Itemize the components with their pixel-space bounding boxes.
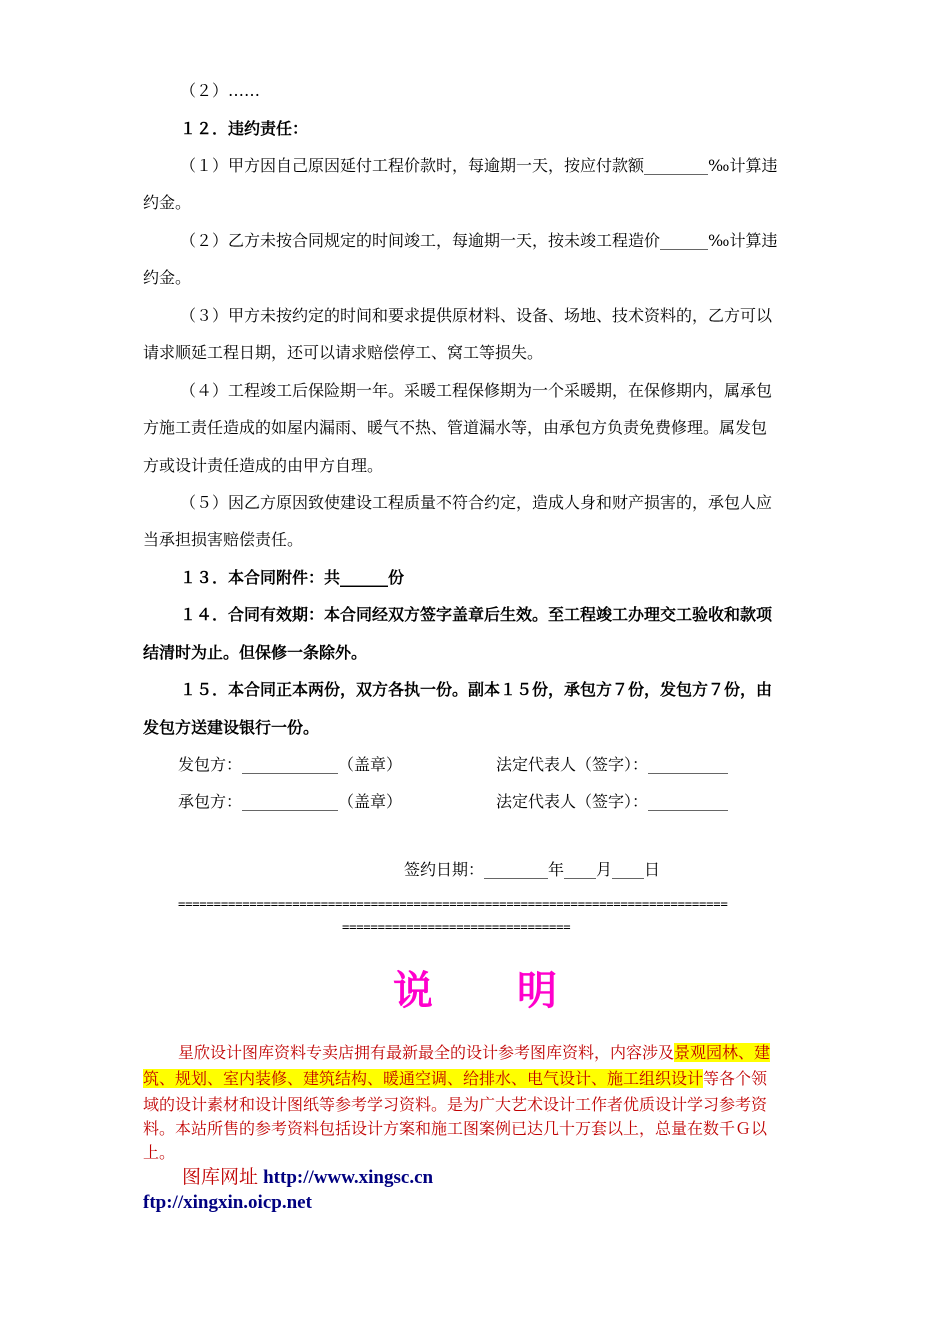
notice-line-5: 上。: [143, 1143, 176, 1162]
clause-12-5-line1: （５）因乙方原因致使建设工程质量不符合约定，造成人身和财产损害的，承包人应: [180, 493, 773, 512]
notice-line-1: [178, 1042, 770, 1064]
clause-12-1-line2: 约金。: [143, 193, 192, 212]
site-url-link[interactable]: http://www.xingsc.cn: [263, 1167, 434, 1188]
separator-line-1: =============================================================================: [178, 897, 728, 911]
site-address-label: 图库网址: [182, 1166, 259, 1188]
clause-15-line1: １５．本合同正本两份，双方各执一份。副本１５份，承包方７份，发包方７份，由: [180, 680, 773, 699]
clause-12-title: １２．违约责任：: [180, 119, 309, 138]
clause-12-3-line2: 请求顺延工程日期，还可以请求赔偿停工、窝工等损失。: [143, 343, 544, 362]
notice-line-2-text: 等各个领: [703, 1069, 768, 1088]
notice-title-char-2: 明: [517, 968, 557, 1014]
notice-line-2-highlight: 筑、规划、室内装修、建筑结构、暖通空调、给排水、电气设计、施工组织设计: [143, 1069, 704, 1088]
clause-12-2-line2: 约金。: [143, 268, 192, 287]
clause-13: １３．本合同附件：共______份: [180, 568, 405, 587]
notice-title: [0, 968, 950, 1014]
notice-line-2: [143, 1068, 767, 1090]
clause-12-4-line2: 方施工责任造成的如屋内漏雨、暖气不热、管道漏水等，由承包方负责免费修理。属发包: [143, 418, 768, 437]
clause-12-3-line1: （３）甲方未按约定的时间和要求提供原材料、设备、场地、技术资料的，乙方可以: [180, 306, 773, 325]
party-b-representative: 法定代表人（签字）：__________: [496, 792, 729, 811]
clause-14-line1: １４．合同有效期：本合同经双方签字盖章后生效。至工程竣工办理交工验收和款项: [180, 605, 773, 624]
signing-date: 签约日期：________年____月____日: [404, 860, 661, 879]
party-b-signature: 承包方：____________（盖章）: [178, 792, 403, 811]
notice-line-3: 域的设计素材和设计图纸等参考学习资料。是为广大艺术设计工作者优质设计学习参考资: [143, 1095, 768, 1114]
clause-12-4-line1: （４）工程竣工后保险期一年。采暖工程保修期为一个采暖期，在保修期内，属承包: [180, 381, 773, 400]
party-a-representative: 法定代表人（签字）：__________: [496, 755, 729, 774]
site-address-line: [182, 1164, 433, 1191]
clause-12-previous-item: （２）……: [180, 81, 261, 100]
notice-line-1-highlight: 景观园林、建: [674, 1043, 771, 1062]
ftp-address-line: [143, 1190, 312, 1216]
party-a-signature: 发包方：____________（盖章）: [178, 755, 403, 774]
ftp-url-link[interactable]: ftp://xingxin.oicp.net: [143, 1192, 312, 1213]
notice-line-4: 料。本站所售的参考资料包括设计方案和施工图案例已达几十万套以上，总量在数千Ｇ以: [143, 1119, 768, 1138]
clause-15-line2: 发包方送建设银行一份。: [143, 718, 320, 737]
clause-12-4-line3: 方或设计责任造成的由甲方自理。: [143, 456, 384, 475]
separator-line-2: ================================: [342, 920, 571, 934]
clause-12-2-line1: （２）乙方未按合同规定的时间竣工，每逾期一天，按未竣工程造价______‰计算违: [180, 231, 778, 250]
notice-title-char-1: 说: [393, 968, 433, 1014]
clause-14-line2: 结清时为止。但保修一条除外。: [143, 643, 368, 662]
notice-line-1-text: 星欣设计图库资料专卖店拥有最新最全的设计参考图库资料，内容涉及: [178, 1043, 675, 1062]
clause-12-5-line2: 当承担损害赔偿责任。: [143, 530, 304, 549]
clause-12-1-line1: （１）甲方因自己原因延付工程价款时，每逾期一天，按应付款额________‰计算违: [180, 156, 778, 175]
